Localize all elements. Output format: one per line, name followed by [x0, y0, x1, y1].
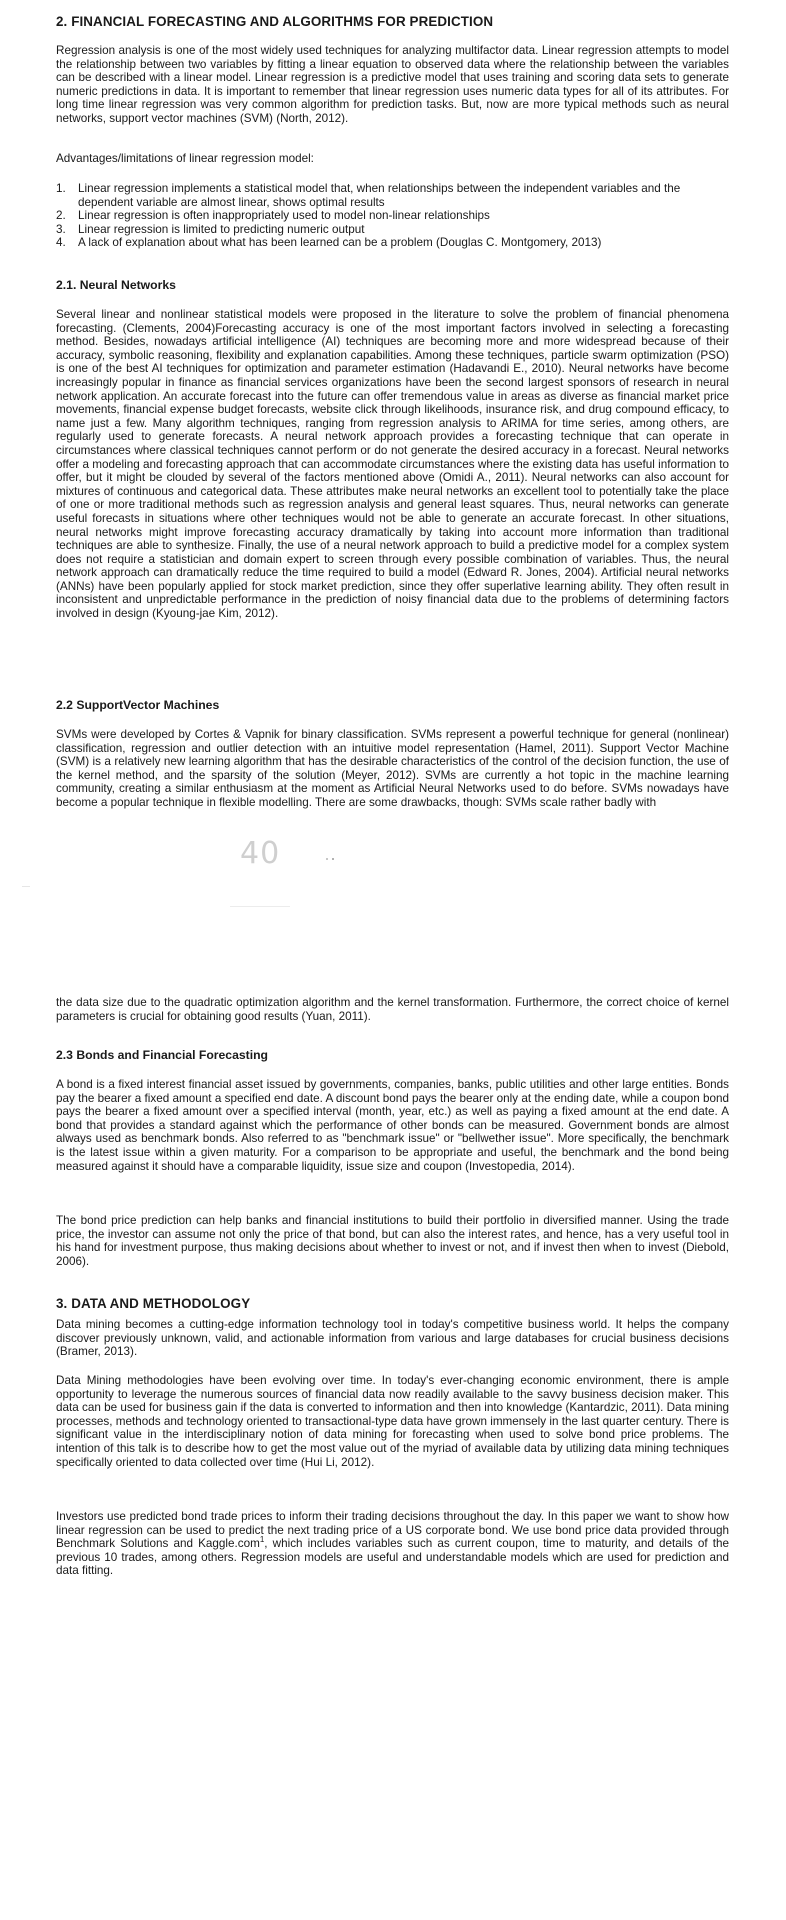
list-item-text: Linear regression implements a statistical model that, when relationships between the independent variables and the dependent variable are almost linear, shows optimal results: [78, 182, 681, 209]
section-2-heading: 2. FINANCIAL FORECASTING AND ALGORITHMS FOR PREDICTION: [56, 14, 494, 29]
paragraph-text: Investors use predicted bond trade prices to inform their trading decisions throughout the day. In this paper we want to show how linear regression can be used to predict the next trading price of a US corporate bond. We use bond price data provided through Benchmark Solutions and Kaggle.com: [56, 1510, 729, 1551]
list-item: [56, 209, 729, 223]
footnote-marker: 1: [259, 1535, 265, 1545]
section-3-heading: 3. DATA AND METHODOLOGY: [56, 1296, 251, 1311]
list-item-text: A lack of explanation about what has been learned can be a problem (Douglas C. Montgomery, 2013): [78, 236, 602, 250]
section-2-2-body-part-2: the data size due to the quadratic optimization algorithm and the kernel transformation. Furthermore, the correct choice of kernel parameters is crucial for obtaining good results (Yuan, 2011).: [56, 996, 729, 1023]
scan-speck: [326, 858, 328, 860]
section-3-paragraph-2: Data Mining methodologies have been evolving over time. In today's ever-changing economic environment, there is ample opportunity to leverage the numerous sources of financial data now readily available to the savvy business decision maker. This data can be used for business gain if the data is converted to information and then into knowledge (Kantardzic, 2011). Data mining processes, methods and technology oriented to transactional-type data have grown immensely in the last quarter century. There is significant value in the interdisciplinary notion of data mining for forecasting when used to solve bond price problems. The intention of this talk is to describe how to get the most value out of the myriad of available data by utilizing data mining techniques specifically oriented to data collected over time (Hui Li, 2012).: [56, 1374, 729, 1469]
advantages-list: [56, 182, 729, 250]
paragraph-text: , which includes variables such as current coupon, time to maturity, and details of the previous 10 trades, among others. Regression models are useful and understandable models which are used for prediction and data fitting.: [56, 1537, 729, 1578]
section-2-3-heading: 2.3 Bonds and Financial Forecasting: [56, 1048, 268, 1062]
scan-speck: [332, 858, 334, 860]
list-item: [56, 182, 729, 209]
page-number: 40: [240, 836, 281, 871]
section-2-3-paragraph-2: The bond price prediction can help banks and financial institutions to build their portfolio in diversified manner. Using the trade price, the investor can assume not only the price of that bond, but can also the interest rates, and hence, has a very useful tool in his hand for investment purpose, thus making decisions about whether to invest or not, and if invest then when to invest (Diebold, 2006).: [56, 1214, 729, 1268]
advantages-title: Advantages/limitations of linear regression model:: [56, 152, 314, 165]
section-2-2-heading: 2.2 SupportVector Machines: [56, 698, 220, 712]
section-2-1-body: Several linear and nonlinear statistical models were proposed in the literature to solve the problem of financial phenomena forecasting. (Clements, 2004)Forecasting accuracy is one of the most important factors involved in selecting a forecasting method. Besides, nowadays artificial intelligence (AI) techniques are becoming more and more widespread because of their accuracy, symbolic reasoning, flexibility and explanation capabilities. Among these techniques, particle swarm optimization (PSO) is one of the best AI techniques for optimization and parameter estimation (Hadavandi E., 2010). Neural networks have become increasingly popular in finance as financial services organizations have been the second largest sponsors of research in neural network application. An accurate forecast into the future can offer tremendous value in areas as diverse as financial market price movements, financial expense budget forecasts, website click through likelihoods, insurance risk, and drug compound efficacy, to name just a few. Many algorithm techniques, ranging from regression analysis to ARIMA for time series, among others, are regularly used to generate forecasts. A neural network approach provides a forecasting technique that can operate in circumstances where classical techniques cannot perform or do not generate the desired accuracy in a forecast. Neural networks offer a modeling and forecasting approach that can accommodate circumstances where the existing data has useful information to offer, but it might be clouded by several of the factors mentioned above (Omidi A., 2011). Neural networks can also account for mixtures of continuous and categorical data. These attributes make neural networks an excellent tool to potentially take the place of one or more traditional methods such as regression analysis and general least squares. Thus, neural networks can generate useful forecasts in situations where other techniques would not be able to generate an accurate forecast. In other situations, neural networks might improve forecasting accuracy dramatically by taking into account more information than traditional techniques are able to synthesize. Finally, the use of a neural network approach to build a predictive model for a complex system does not require a statistician and domain expert to screen through every possible combination of variables. Thus, the neural network approach can dramatically reduce the time required to build a model (Edward R. Jones, 2004). Artificial neural networks (ANNs) have been popularly applied for stock market prediction, since they offer superlative learning ability. They often result in inconsistent and unpredictable performance in the prediction of noisy financial data due to the problems of determining factors involved in design (Kyoung-jae Kim, 2012).: [56, 308, 729, 621]
scan-smudge: [22, 886, 30, 887]
list-item: [56, 223, 729, 237]
section-3-paragraph-3: [56, 1510, 729, 1578]
section-3-paragraph-1: Data mining becomes a cutting-edge information technology tool in today's competitive business world. It helps the company discover previously unknown, valid, and actionable information from various and large databases for crucial business decisions (Bramer, 2013).: [56, 1318, 729, 1359]
section-2-1-heading: 2.1. Neural Networks: [56, 278, 176, 292]
list-item-number: 3.: [56, 222, 66, 236]
list-item-text: Linear regression is limited to predicting numeric output: [78, 222, 365, 236]
section-2-intro-paragraph: Regression analysis is one of the most widely used techniques for analyzing multifactor data. Linear regression attempts to model the relationship between two variables by fitting a linear equation to observed data where the relationship between the variables can be described with a linear model. Linear regression is a predictive model that uses training and scoring data sets to generate numeric predictions in data. It is important to remember that linear regression uses numeric data types for all of its attributes. For long time linear regression was very common algorithm for prediction tasks. But, now are more typical methods such as neural networks, support vector machines (SVM) (North, 2012).: [56, 44, 729, 125]
list-item-number: 2.: [56, 209, 66, 223]
list-item-number: 4.: [56, 236, 66, 250]
list-item-text: Linear regression is often inappropriately used to model non-linear relationships: [78, 209, 490, 223]
section-2-2-body-part-1: SVMs were developed by Cortes & Vapnik for binary classification. SVMs represent a powerful technique for general (nonlinear) classification, regression and outlier detection with an intuitive model representation (Hamel, 2011). Support Vector Machine (SVM) is a relatively new learning algorithm that has the desirable characteristics of the control of the decision function, the use of the kernel method, and the sparsity of the solution (Meyer, 2012). SVMs are currently a hot topic in the machine learning community, creating a similar enthusiasm at the moment as Artificial Neural Networks used to do before. SVMs nowadays have become a popular technique in flexible modelling. There are some drawbacks, though: SVMs scale rather badly with: [56, 728, 729, 809]
list-item: [56, 236, 729, 250]
scan-smudge: [230, 906, 290, 907]
section-2-3-paragraph-1: A bond is a fixed interest financial asset issued by governments, companies, banks, public utilities and other large entities. Bonds pay the bearer a fixed amount a specified end date. A discount bond pays the bearer only at the ending date, while a coupon bond pays the bearer a fixed amount over a specified interval (month, year, etc.) as well as paying a fixed amount at the end date. A bond that provides a standard against which the performance of other bonds can be measured. Government bonds are almost always used as benchmark bonds. Also referred to as "benchmark issue" or "bellwether issue". More specifically, the benchmark is the latest issue within a given maturity. For a comparison to be appropriate and useful, the benchmark and the bond being measured against it should have a comparable liquidity, issue size and coupon (Investopedia, 2014).: [56, 1078, 729, 1173]
list-item-number: 1.: [56, 182, 66, 195]
